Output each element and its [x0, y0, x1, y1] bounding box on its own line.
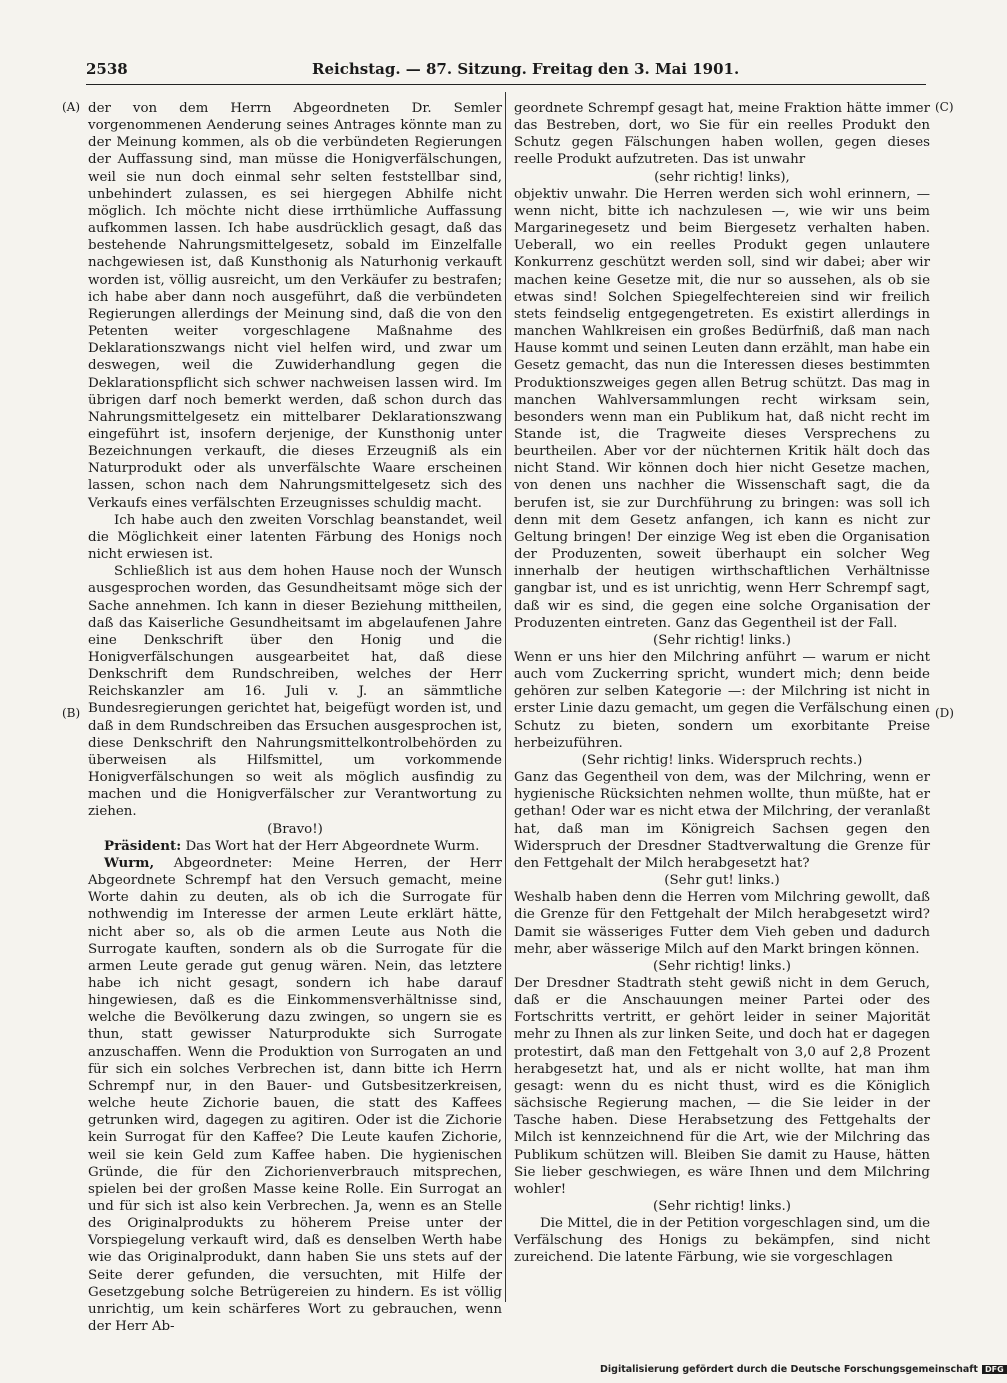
footer-credit: Digitalisierung gefördert durch die Deutsche Forschungsgemeinschaft	[600, 1364, 978, 1375]
paragraph: Weshalb haben denn die Herren vom Milchring gewollt, daß die Grenze für den Fettgehalt der Milch herabgesetzt wird? Damit sie wässeriges Futter dem Vieh geben und dadurch mehr, aber wässerige Milch auf den Markt bringen können.	[514, 890, 930, 957]
left-column	[88, 100, 502, 1335]
interjection: (sehr richtig! links),	[654, 169, 790, 185]
margin-marker-d: (D)	[935, 706, 954, 720]
paragraph: Schließlich ist aus dem hohen Hause noch der Wunsch ausgesprochen worden, das Gesundheitsamt möge sich der Sache annehmen. Ich kann in dieser Beziehung mittheilen, daß das Kaiserliche Gesundheitsamt im abgelaufenen Jahre eine Denkschrift über den Honig und die Honigverfälschungen ausgearbeitet hat, daß diese Denkschrift dem Rundschreiben, welches der Herr Reichskanzler am 16. Juli v. J. an sämmtliche Bundesregierungen gerichtet hat, beigefügt worden ist, und daß in dem Rundschreiben das Ersuchen ausgesprochen ist, diese Denkschrift den Nahrungsmittelkontrolbehörden zu überweisen als Hilfsmittel, um vorkommende Honigverfälschungen so weit als möglich ausfindig zu machen und die Honigverfälscher zur Verantwortung zu ziehen.	[88, 564, 502, 820]
running-head: Reichstag. — 87. Sitzung. Freitag den 3. Mai 1901.	[312, 60, 740, 78]
paragraph: Die Mittel, die in der Petition vorgeschlagen sind, um die Verfälschung des Honigs zu bekämpfen, sind nicht zureichend. Die latente Färbung, wie sie vorgeschlagen	[514, 1216, 930, 1266]
interjection: (Sehr richtig! links.)	[653, 1199, 791, 1214]
paragraph: Ich habe auch den zweiten Vorschlag beanstandet, weil die Möglichkeit einer latenten Färbung des Honigs noch nicht erwiesen ist.	[88, 512, 502, 563]
paragraph: Der Dresdner Stadtrath steht gewiß nicht in dem Geruch, daß er die Anschauungen meiner Partei oder des Fortschritts vertritt, er gehört leider in seiner Majorität mehr zu Ihnen als zur linken Seite, und doch hat er dagegen protestirt, daß man den Fettgehalt von 3,0 auf 2,8 Prozent herabgesetzt hat, und als er nicht wollte, hat man ihm gesagt: wenn du es nicht thust, wird es die Königlich sächsische Regierung machen, — die Sie leider in der Tasche haben. Diese Herabsetzung des Fettgehalts der Milch ist kennzeichnend für die Art, wie der Milchring das Publikum schützen will. Bleiben Sie damit zu Hause, hätten Sie lieber geschwiegen, es wäre Ihnen und dem Milchring wohler!	[514, 975, 930, 1197]
margin-marker-a: (A)	[62, 100, 81, 114]
digitization-footer	[600, 1364, 1004, 1378]
margin-marker-b: (B)	[62, 706, 81, 720]
interjection: (Bravo!)	[267, 821, 323, 837]
paragraph: Wenn er uns hier den Milchring anführt — warum er nicht auch vom Zuckerring spricht, wundert mich; denn beide gehören zur selben Kategorie —: der Milchring ist nicht in erster Linie dazu gemacht, um gegen die Verfälschung einen Schutz zu bieten, sondern um exorbitante Preise herbeizuführen.	[514, 650, 930, 751]
column-divider	[505, 92, 506, 1302]
margin-marker-c: (C)	[935, 100, 954, 114]
page-number: 2538	[86, 60, 128, 78]
paragraph: objektiv unwahr. Die Herren werden sich wohl erinnern, — wenn nicht, bitte ich nachzulesen —, wie wir uns beim Margarinegesetz und beim Biergesetz verhalten haben. Ueberall, wo ein reelles Produkt gegen unlautere Konkurrenz geschützt werden soll, sind wir dabei; aber wir machen keine Gesetze mit, die nur so aussehen, als ob sie etwas sind! Solchen Spiegelfechtereien sind wir freilich stets feindselig entgegengetreten. Es existirt allerdings in manchen Wahlkreisen ein großes Bedürfniß, daß man nach Hause kommt und seinen Leuten dann erzählt, man habe ein Gesetz gemacht, das nun die Interessen dieses bestimmten Produktionszweiges gegen allen Betrug schützt. Das mag in manchen Wahlversammlungen recht wirksam sein, besonders wenn man ein Publikum hat, daß nicht recht im Stande ist, die Tragweite dieses Versprechens zu beurtheilen. Aber vor der nüchternen Kritik hält doch das nicht Stand. Wir können doch hier nicht Gesetze machen, von denen uns nachher die Wissenschaft sagt, die da berufen ist, sie zur Durchführung zu bringen: was soll ich denn mit dem Gesetz anfangen, ich kann es nicht zur Geltung bringen! Der einzige Weg ist eben die Organisation der Produzenten, soweit überhaupt ein solcher Weg innerhalb der heutigen wirthschaftlichen Verhältnisse gangbar ist, und es ist unrichtig, wenn Herr Schrempf sagt, daß wir es sind, die gegen eine solche Organisation der Produzenten eintreten. Ganz das Gegentheil ist der Fall.	[514, 186, 930, 631]
header-rule	[86, 84, 926, 85]
speaker-text: Abgeordneter: Meine Herren, der Herr Abgeordnete Schrempf hat den Versuch gemacht, meine Worte dahin zu deuten, als ob ich die Surrogate für nothwendig im Interesse der armen Leute erklärt hätte, nicht aber so, als ob die armen Leute aus Noth die Surrogate kauften, sondern als ob die Surrogate für die armen Leute gerade gut genug wären. Nein, das letztere habe ich nicht gesagt, sondern ich habe darauf hingewiesen, daß es die Einkommensverhältnisse sind, welche die Bevölkerung dazu zwingen, so ungern sie es thun, statt gewisser Naturprodukte sich Surrogate anzuschaffen. Wenn die Produktion von Surrogaten an und für sich ein solches Verbrechen ist, dann bitte ich Herrn Schrempf nur, in den Bauer- und Gutsbesitzerkreisen, welche heute Zichorie bauen, die statt des Kaffees getrunken wird, dagegen zu agitiren. Oder ist die Zichorie kein Surrogat für den Kaffee? Die Leute kaufen Zichorie, weil sie kein Geld zum Kaffee haben. Die hygienischen Gründe, die für den Zichorienverbrauch mitsprechen, spielen bei der großen Masse keine Rolle. Ein Surrogat an und für sich ist also kein Verbrechen. Ja, wenn es an Stelle des Originalprodukts zu höherem Preise unter der Vorspiegelung verkauft wird, daß es denselben Werth habe wie das Originalprodukt, dann haben Sie uns stets auf der Seite derer gefunden, die versuchten, mit Hilfe der Gesetzgebung solche Betrügereien zu hindern. Es ist völlig unrichtig, um kein schärferes Wort zu gebrauchen, wenn der Herr Ab-	[88, 855, 502, 1335]
paragraph: geordnete Schrempf gesagt hat, meine Fraktion hätte immer das Bestreben, dort, wo Sie für ein reelles Produkt den Schutz gegen Fälschungen haben wollen, gegen dieses reelle Produkt aufzutreten. Das ist unwahr	[514, 101, 930, 168]
interjection: (Sehr richtig! links.)	[653, 632, 791, 648]
interjection: (Sehr richtig! links.)	[653, 958, 791, 974]
paragraph: der von dem Herrn Abgeordneten Dr. Semler vorgenommenen Aenderung seines Antrages könnte man zu der Meinung kommen, als ob die verbündeten Regierungen der Auffassung sind, man müsse die Honigverfälschungen, weil sie nun doch einmal sehr selten feststellbar sind, unbehindert zulassen, es sei hiergegen Abhilfe nicht möglich. Ich möchte nicht diese irrthümliche Auffassung aufkommen lassen. Ich habe ausdrücklich gesagt, daß das bestehende Nahrungsmittelgesetz, sobald im Einzelfalle nachgewiesen ist, daß Kunsthonig als Naturhonig verkauft worden ist, völlig ausreicht, um den Verkäufer zu bestrafen; ich habe aber dann noch ausgeführt, daß die verbündeten Regierungen allerdings der Meinung sind, daß die von den Petenten weiter vorgeschlagene Maßnahme des Deklarationszwangs nicht viel helfen wird, und zwar um deswegen, weil die Zuwiderhandlung gegen die Deklarationspflicht sich schwer nachweisen lassen wird. Im übrigen darf noch bemerkt werden, daß schon durch das Nahrungsmittelgesetz ein mittelbarer Deklarationszwang eingeführt ist, insofern derjenige, der Kunsthonig unter Bezeichnungen verkauft, die dieses Erzeugniß als ein Naturprodukt oder als unverfälschte Waare erscheinen lassen, schon nach dem Nahrungsmittelgesetz sich des Verkaufs eines verfälschten Erzeugnisses schuldig macht.	[88, 101, 502, 511]
interjection: (Sehr gut! links.)	[664, 873, 780, 889]
page-header	[86, 52, 926, 82]
speaker-name: Wurm,	[104, 854, 155, 871]
dfg-logo: DFG	[982, 1365, 1007, 1374]
speaker-name: Präsident:	[104, 837, 182, 854]
speaker-text: Das Wort hat der Herr Abgeordnete Wurm.	[181, 838, 480, 854]
speaker-paragraph	[88, 838, 502, 855]
speaker-paragraph	[88, 855, 502, 1335]
paragraph: Ganz das Gegentheil von dem, was der Milchring, wenn er hygienische Rücksichten nehmen wollte, thun müßte, hat er gethan! Oder war es nicht etwa der Milchring, der veranlaßt hat, daß man im Königreich Sachsen gegen den Widerspruch der Dresdner Stadtverwaltung die Grenze für den Fettgehalt der Milch herabgesetzt hat?	[514, 770, 930, 871]
right-column	[514, 100, 930, 1267]
interjection: (Sehr richtig! links. Widerspruch rechts.)	[581, 752, 863, 768]
